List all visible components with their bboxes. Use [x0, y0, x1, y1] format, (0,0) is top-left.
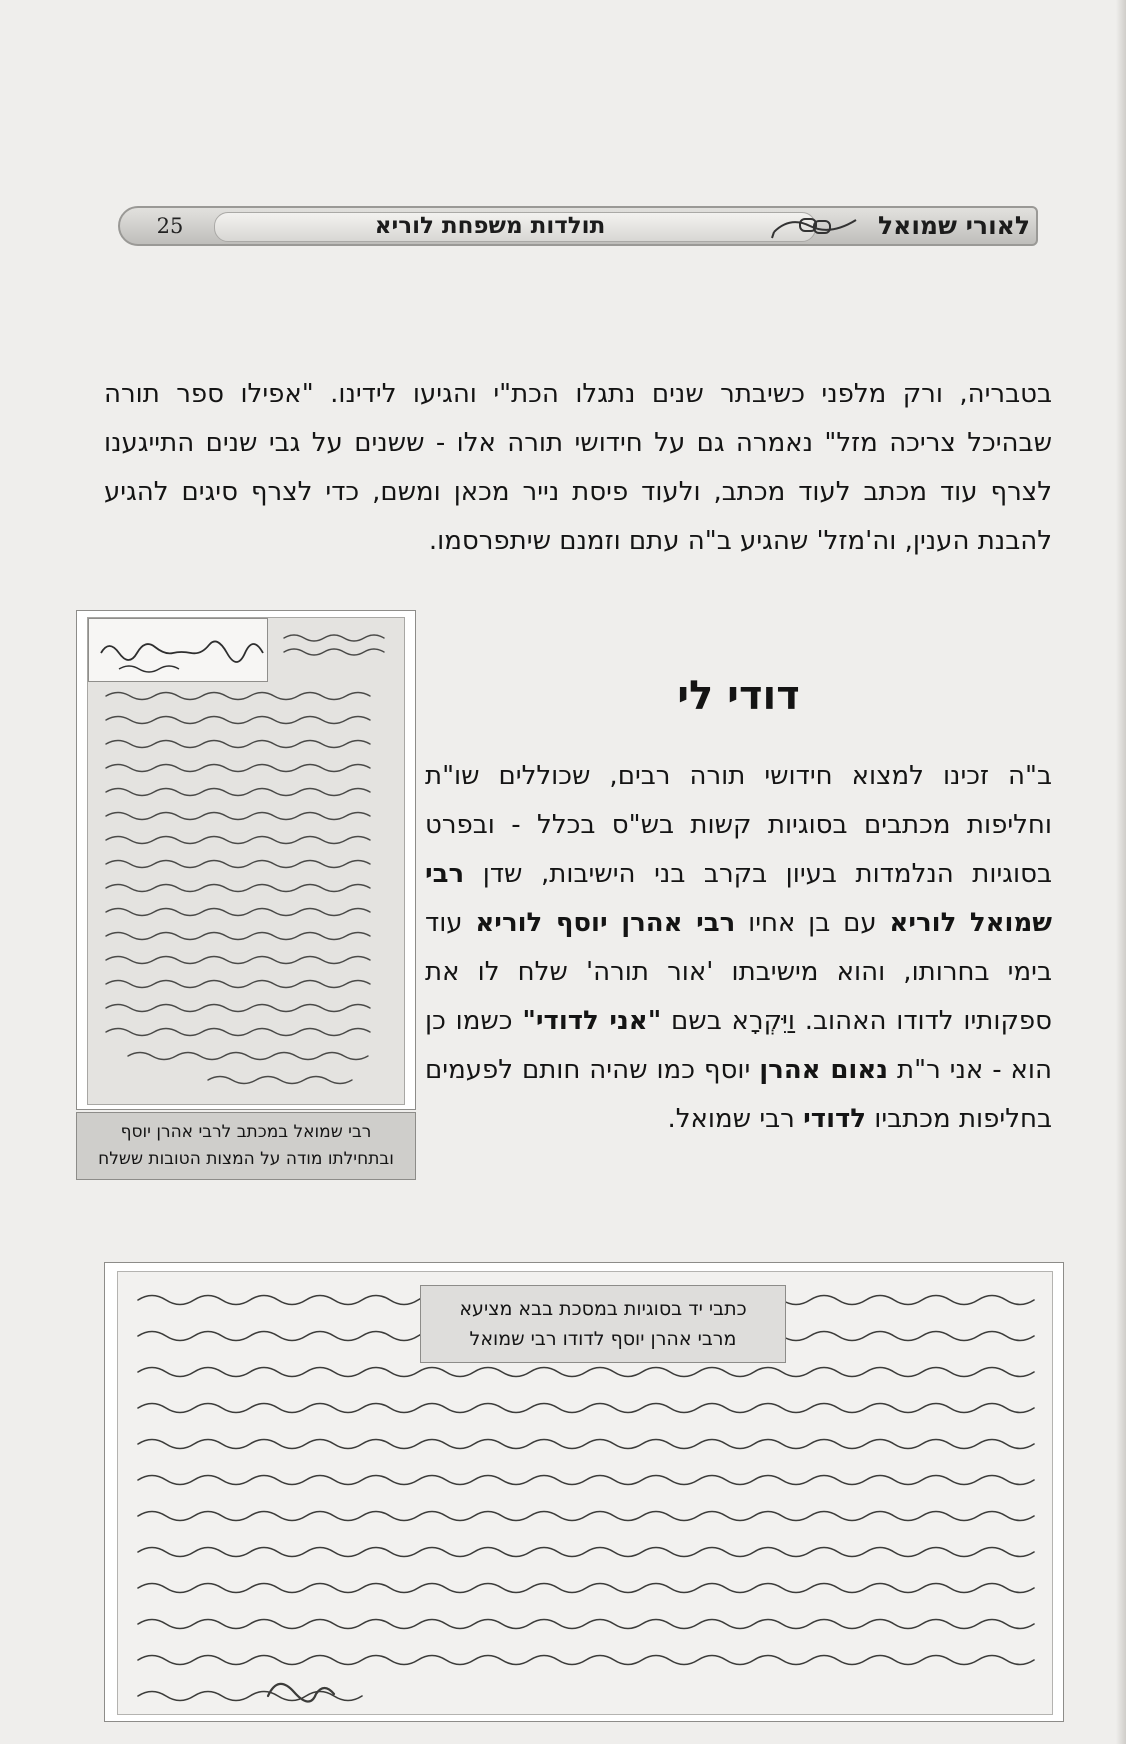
body-bold-name-1: רבי שמואל לוריא	[425, 859, 1052, 938]
letter-figure-caption	[76, 1112, 416, 1180]
body-text-4: כשמו כן הוא - אני ר"ת	[425, 1006, 1052, 1085]
body-bold-title: "אני לדודי"	[522, 1006, 662, 1036]
page-edge	[1116, 0, 1126, 1744]
body-text-2: עם בן אחיו	[735, 908, 890, 938]
body-text-6: רבי שמואל.	[667, 1104, 804, 1134]
chapter-title: תולדות משפחת לוריא	[374, 213, 606, 239]
signature-inset	[88, 618, 268, 682]
body-text-5: יוסף כמו שהיה חותם לפעמים בחליפות מכתביו	[425, 1055, 1052, 1134]
signature-scribble	[89, 619, 269, 683]
section-body-paragraph	[425, 752, 1052, 1144]
body-bold-name-2: רבי אהרן יוסף לוריא	[475, 908, 736, 938]
series-title: לאורי שמואל	[878, 211, 1030, 240]
letter-caption-line-1: רבי שמואל במכתב לרבי אהרן יוסף	[120, 1122, 372, 1142]
letter-figure	[76, 610, 416, 1110]
section-heading: דודי לי	[677, 673, 800, 719]
chain-ornament-icon	[770, 210, 860, 242]
body-bold-abbrev: נאום אהרן	[759, 1055, 889, 1085]
manuscript-caption-line-2: מרבי אהרן יוסף לדודו רבי שמואל	[469, 1328, 737, 1350]
body-bold-word: לדודי	[803, 1104, 867, 1134]
intro-paragraph: בטבריה, ורק מלפני כשיבתר שנים נתגלו הכת"י והגיעו לידינו. "אפילו ספר תורה שבהיכל צריכה מזל" נאמרה גם על חידושי תורה אלו - ששנים על גבי שנים התייגענו לצרף עוד מכתב לעוד מכתב, ולעוד פיסת נייר מכאן ומשם, כדי לצרף סיגים להגיע להבנת הענין, וה'מזל' שהגיע ב"ה עתם וזמנם שיתפרסמו.	[104, 379, 1052, 556]
handwritten-letter-image	[87, 617, 405, 1105]
letter-caption-line-2: ובתחילתו מודה על המצות הטובות ששלח	[98, 1149, 394, 1169]
body-text-3: עוד בימי בחרותו, והוא מישיבתו 'אור תורה' שלח לו את ספקותיו לדודו האהוב. וַיִּקְרָא בשם	[425, 908, 1052, 1036]
page-number: 25	[156, 214, 184, 238]
manuscript-figure-caption	[420, 1285, 786, 1363]
body-text-1: ב"ה זכינו למצוא חידושי תורה רבים, שכוללים שו"ת וחליפות מכתבים בסוגיות קשות בש"ס בכלל - ובפרט בסוגיות הנלמדות בעיון בקרב בני הישיבות, שדן	[425, 761, 1052, 889]
handwriting-scribbles	[88, 618, 405, 1105]
manuscript-caption-line-1: כתבי יד בסוגיות במסכת בבא מציעא	[459, 1298, 747, 1320]
